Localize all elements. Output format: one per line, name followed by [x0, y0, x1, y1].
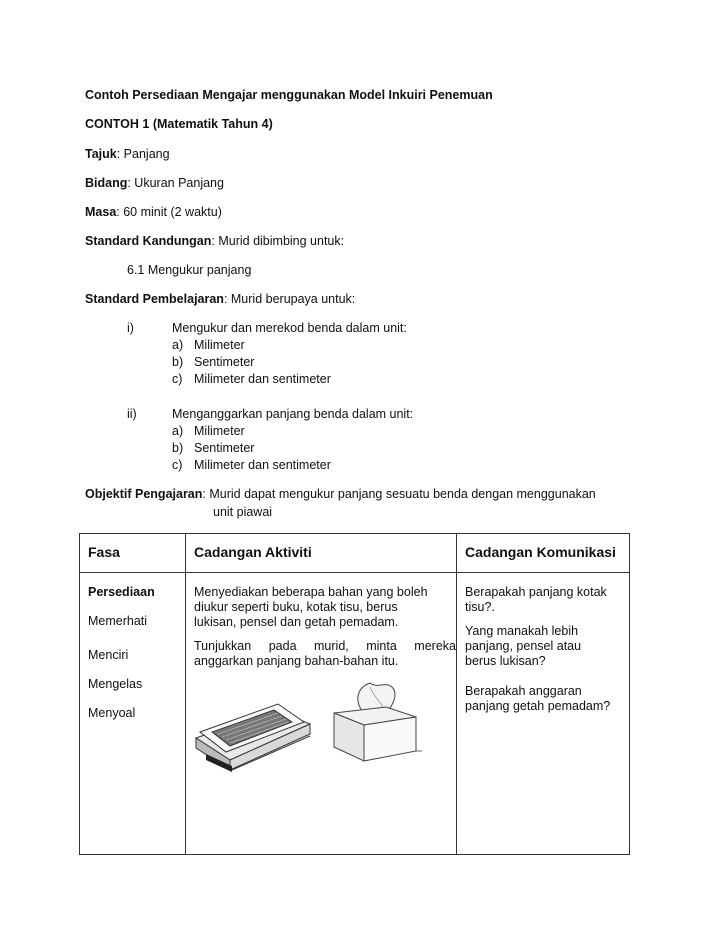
objektif-value: : Murid dapat mengukur panjang sesuatu benda dengan menggunakan [202, 487, 596, 501]
header-cell [80, 534, 186, 573]
activity-line: diukur seperti buku, kotak tisu, berus [194, 600, 398, 614]
objektif-label: Objektif Pengajaran [85, 487, 203, 501]
sp-item-number: ii) [127, 407, 137, 421]
objektif-continuation: unit piawai [213, 505, 273, 519]
example-heading: CONTOH 1 (Matematik Tahun 4) [85, 117, 273, 131]
bidang-label: Bidang [85, 176, 128, 190]
sp-sub-item [172, 372, 331, 386]
masa-label: Masa [85, 205, 117, 219]
communication-line: berus lukisan? [465, 654, 546, 668]
standard-pembelajaran-label: Standard Pembelajaran [85, 292, 224, 306]
masa-value: : 60 minit (2 waktu) [116, 205, 222, 219]
header-komunikasi: Cadangan Komunikasi [465, 544, 616, 560]
table-row [80, 573, 630, 855]
sp-sub-label: b) [172, 355, 184, 369]
activity-line: Tunjukkan pada murid, minta mereka [194, 639, 456, 653]
phase-cell [80, 573, 186, 855]
standard-pembelajaran-value: : Murid berupaya untuk: [223, 292, 356, 306]
phase-memerhati: Memerhati [88, 614, 148, 628]
tajuk-line [85, 147, 170, 161]
phase-persediaan: Persediaan [88, 585, 155, 599]
header-cell [457, 534, 630, 573]
communication-line: Yang manakah lebih [465, 624, 579, 638]
masa-line [85, 205, 222, 219]
table-header-row [80, 534, 630, 573]
bidang-value: : Ukuran Panjang [127, 176, 224, 190]
sp-sub-label: c) [172, 372, 183, 386]
sp-sub-label: b) [172, 441, 184, 455]
activity-line: Menyediakan beberapa bahan yang boleh [194, 585, 428, 599]
standard-kandungan-value: : Murid dibimbing untuk: [211, 234, 345, 248]
communication-cell [457, 573, 630, 855]
bidang-line [85, 176, 224, 190]
activity-line: lukisan, pensel dan getah pemadam. [194, 615, 399, 629]
phase-menyoal: Menyoal [88, 706, 136, 720]
objektif-line [85, 487, 596, 501]
communication-line: panjang, pensel atau [465, 639, 582, 653]
sp-sub-label: a) [172, 338, 184, 352]
sp-sub-text: Milimeter [194, 338, 245, 352]
tissue-box-illustration [324, 679, 424, 769]
phase-mengelas: Mengelas [88, 677, 143, 691]
sp-sub-text: Sentimeter [194, 441, 255, 455]
communication-line: Berapakah anggaran [465, 684, 582, 698]
sp-item-text: Mengukur dan merekod benda dalam unit: [172, 321, 407, 335]
book-illustration [192, 688, 312, 780]
sp-sub-item [172, 458, 331, 472]
header-cell [186, 534, 457, 573]
standard-kandungan-line [85, 234, 344, 248]
activity-line: anggarkan panjang bahan-bahan itu. [194, 654, 399, 668]
communication-line: tisu?. [465, 600, 495, 614]
sp-sub-item [172, 441, 254, 455]
sp-item-number: i) [127, 321, 134, 335]
standard-kandungan-label: Standard Kandungan [85, 234, 212, 248]
sp-sub-item [172, 338, 245, 352]
tajuk-value: : Panjang [116, 147, 170, 161]
document-title: Contoh Persediaan Mengajar menggunakan Model Inkuiri Penemuan [85, 88, 493, 102]
activity-table [79, 533, 630, 855]
sp-sub-text: Sentimeter [194, 355, 255, 369]
standard-pembelajaran-line [85, 292, 355, 306]
sp-item-text: Menganggarkan panjang benda dalam unit: [172, 407, 414, 421]
sp-sub-label: c) [172, 458, 183, 472]
header-aktiviti: Cadangan Aktiviti [194, 544, 312, 560]
sp-sub-item [172, 424, 245, 438]
communication-line: panjang getah pemadam? [465, 699, 611, 713]
sp-sub-item [172, 355, 254, 369]
phase-menciri: Menciri [88, 648, 129, 662]
sp-sub-text: Milimeter dan sentimeter [194, 372, 331, 386]
communication-line: Berapakah panjang kotak [465, 585, 607, 599]
sp-sub-text: Milimeter [194, 424, 245, 438]
activity-cell [186, 573, 457, 855]
tajuk-label: Tajuk [85, 147, 117, 161]
sk-item: 6.1 Mengukur panjang [127, 263, 252, 277]
sp-sub-text: Milimeter dan sentimeter [194, 458, 331, 472]
sp-sub-label: a) [172, 424, 184, 438]
header-fasa: Fasa [88, 544, 120, 560]
